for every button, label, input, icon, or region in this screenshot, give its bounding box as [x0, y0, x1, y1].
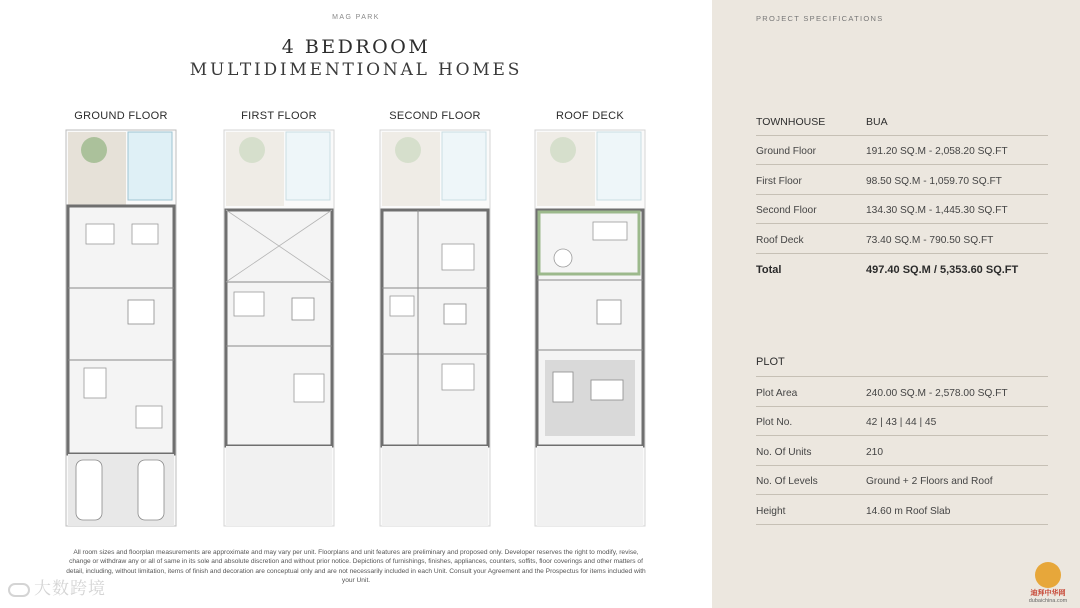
floor-label-first: FIRST FLOOR — [241, 110, 317, 122]
row-key: Ground Floor — [756, 146, 817, 157]
floor-second — [378, 110, 492, 530]
table-row — [756, 377, 1048, 407]
row-value: 98.50 SQ.M - 1,059.70 SQ.FT — [866, 175, 1002, 187]
row-value: 73.40 SQ.M - 790.50 SQ.FT — [866, 234, 994, 246]
header-townhouse: TOWNHOUSE — [756, 115, 826, 128]
table-row — [756, 495, 1048, 525]
row-value: 42 | 43 | 44 | 45 — [866, 417, 937, 428]
floor-first — [222, 110, 336, 530]
floor-label-roof: ROOF DECK — [555, 110, 625, 122]
disclaimer-text: All room sizes and floorplan measurements are approximate and may vary per unit. Floorplans and unit features are preliminary and proposed only. Developer reserves the right to modify, revise, change or withdraw any or all of same in its sole and absolute discretion and without prior notice. Depictions of furnishings, finishes, appliances, counters, soffits, floor coverings and other matters of detail, including, without limitation, items of finish and decoration are conceptual only and are not necessarily included in each Unit. Consult your Agreement and the Prospectus for items included with your Unit. — [66, 549, 646, 585]
table-row — [756, 436, 1048, 466]
first-floor-plan — [222, 128, 336, 528]
plot-table — [756, 348, 1048, 525]
row-key: No. Of Levels — [756, 476, 818, 487]
second-floor-plan — [378, 128, 492, 528]
row-key: Plot Area — [756, 387, 798, 399]
brand-name: MAG PARK — [332, 14, 380, 21]
total-value: 497.40 SQ.M / 5,353.60 SQ.FT — [866, 264, 1019, 276]
floor-roof — [533, 110, 647, 530]
plot-heading: PLOT — [756, 356, 785, 368]
row-key: No. Of Units — [756, 446, 812, 458]
watermark-right-text: 迪拜中华网 — [1030, 590, 1066, 597]
row-key: Roof Deck — [756, 234, 804, 246]
row-value: 191.20 SQ.M - 2,058.20 SQ.FT — [866, 146, 1008, 157]
table-row — [756, 165, 1048, 195]
floor-ground — [64, 110, 178, 530]
row-value: 210 — [866, 446, 883, 458]
watermark-logo-icon — [8, 583, 30, 597]
header-bua: BUA — [866, 115, 888, 128]
floor-label-second: SECOND FLOOR — [389, 110, 481, 122]
specifications-panel — [712, 0, 1080, 608]
table-row — [756, 195, 1048, 225]
table-row — [756, 407, 1048, 437]
row-value: 240.00 SQ.M - 2,578.00 SQ.FT — [866, 387, 1008, 399]
table-row — [756, 136, 1048, 166]
roof-deck-plan — [533, 128, 647, 528]
row-value: Ground + 2 Floors and Roof — [866, 476, 993, 487]
table-row — [756, 466, 1048, 496]
row-key: Second Floor — [756, 205, 817, 216]
ground-floor-plan — [64, 128, 178, 528]
watermark-left — [8, 574, 106, 599]
total-row — [756, 254, 1048, 284]
page-title: 4 BEDROOM — [281, 36, 431, 58]
page-subtitle: MULTIDIMENTIONAL HOMES — [189, 60, 523, 80]
row-key: First Floor — [756, 175, 802, 187]
table-row — [756, 224, 1048, 254]
bua-table-header — [756, 106, 1048, 136]
watermark-right-url: dubaichina.com — [1028, 598, 1068, 604]
bua-table — [756, 106, 1048, 283]
row-value: 134.30 SQ.M - 1,445.30 SQ.FT — [866, 205, 1008, 216]
watermark-right — [1022, 562, 1074, 604]
floor-label-ground: GROUND FLOOR — [74, 110, 168, 122]
row-value: 14.60 m Roof Slab — [866, 505, 951, 517]
row-key: Plot No. — [756, 417, 793, 428]
watermark-left-text: 大数跨境 — [34, 579, 106, 598]
total-key: Total — [756, 264, 782, 276]
specifications-heading: PROJECT SPECIFICATIONS — [756, 14, 884, 23]
plot-table-top-rule — [756, 348, 1048, 377]
row-key: Height — [756, 505, 786, 517]
sailboat-logo-icon — [1035, 562, 1061, 588]
